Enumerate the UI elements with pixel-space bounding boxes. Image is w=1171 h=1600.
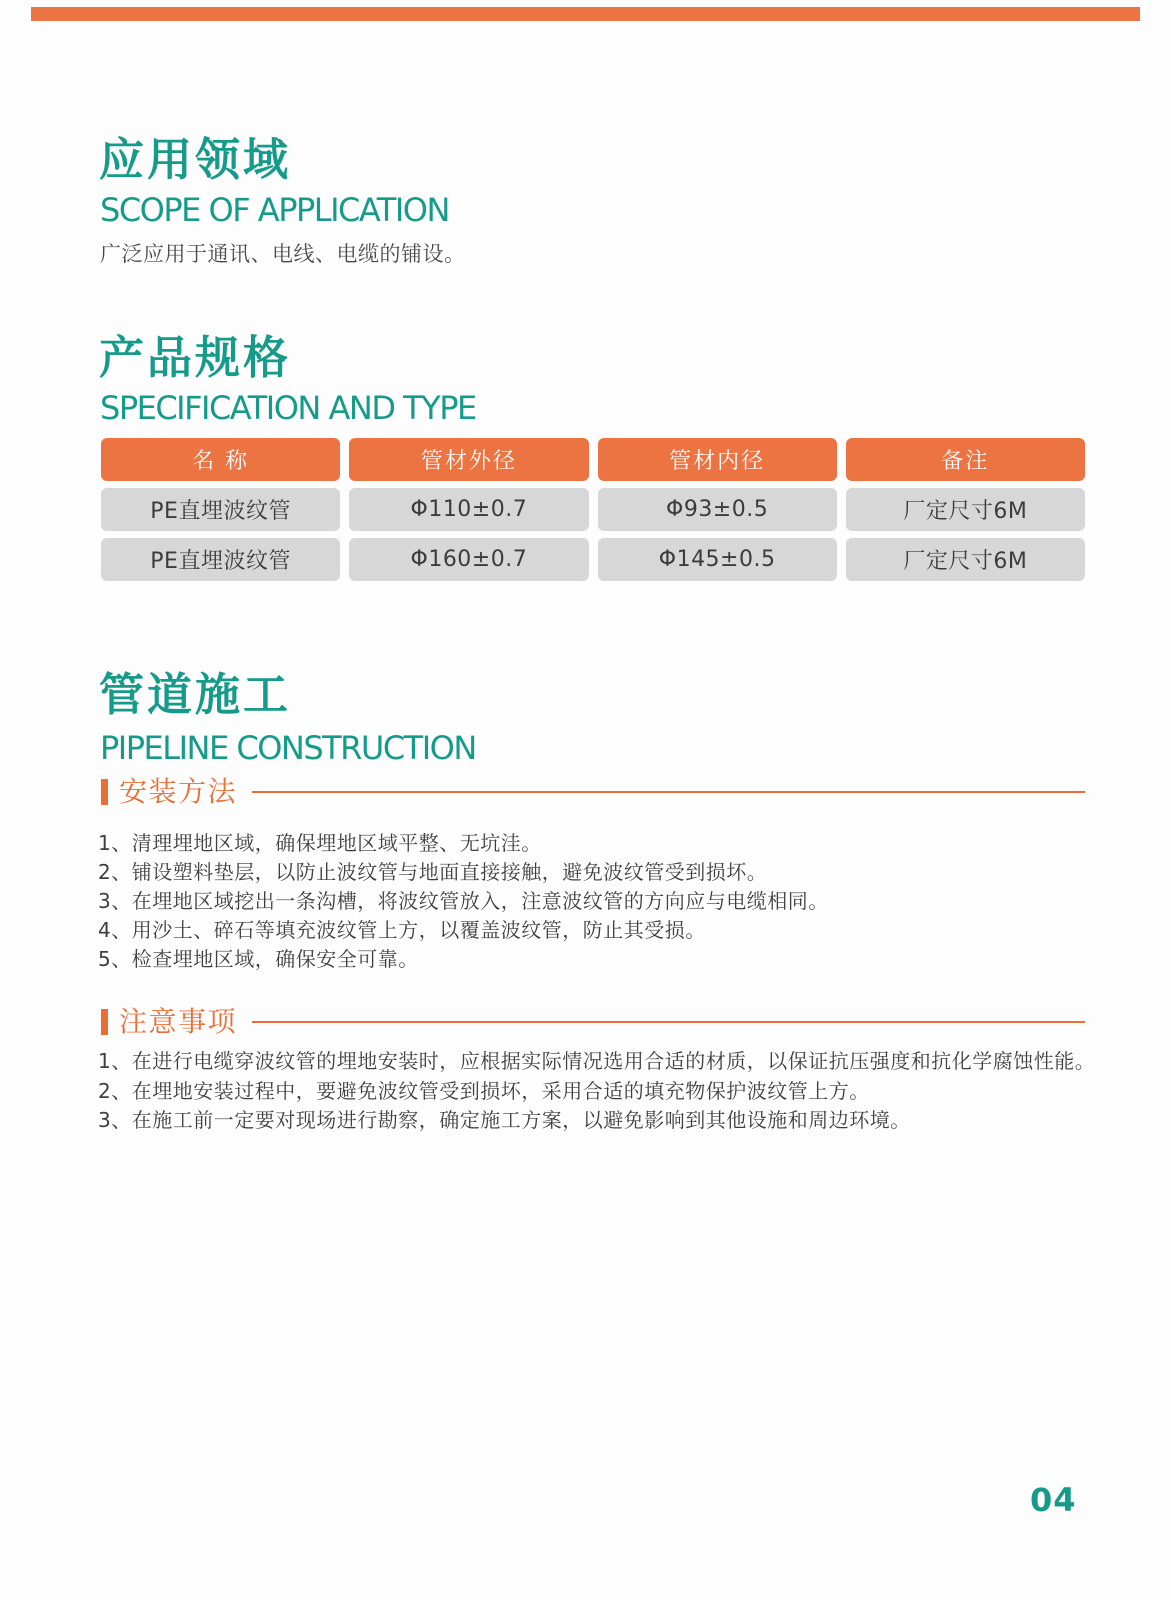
- table-cell-row1-remark: 厂定尺寸6M: [846, 488, 1085, 531]
- install-step: 4、用沙土、碎石等填充波纹管上方，以覆盖波纹管，防止其受损。: [98, 918, 706, 942]
- install-step: 2、铺设塑料垫层，以防止波纹管与地面直接接触，避免波纹管受到损坏。: [98, 860, 768, 884]
- table-header-outer-diameter: 管材外径: [349, 438, 588, 481]
- top-accent-bar: [31, 7, 1140, 21]
- table-cell-row1-inner: Φ93±0.5: [598, 488, 837, 531]
- install-method-header: [101, 775, 1085, 808]
- table-cell-row2-outer: Φ160±0.7: [349, 538, 588, 581]
- precaution-item: 1、在进行电缆穿波纹管的埋地安装时，应根据实际情况选用合适的材质，以保证抗压强度和抗化学腐蚀性能。: [98, 1049, 1096, 1073]
- table-cell-row2-inner: Φ145±0.5: [598, 538, 837, 581]
- table-cell-row1-name: PE直埋波纹管: [101, 488, 340, 531]
- table-cell-row1-outer: Φ110±0.7: [349, 488, 588, 531]
- specification-title-zh: 产品规格: [99, 331, 292, 384]
- precautions-label: 注意事项: [119, 1005, 238, 1038]
- install-method-label: 安装方法: [119, 775, 238, 808]
- specification-title-en: SPECIFICATION AND TYPE: [100, 389, 476, 427]
- table-cell-row2-name: PE直埋波纹管: [101, 538, 340, 581]
- precaution-item: 2、在埋地安装过程中，要避免波纹管受到损坏，采用合适的填充物保护波纹管上方。: [98, 1078, 870, 1103]
- rule-line: [252, 791, 1085, 793]
- specification-table: [101, 438, 1085, 581]
- application-body: 广泛应用于通讯、电线、电缆的铺设。: [100, 242, 466, 266]
- orange-tick-bar: [101, 779, 108, 805]
- install-step: 5、检查埋地区域，确保安全可靠。: [98, 947, 419, 971]
- table-header-name: 名 称: [101, 438, 340, 481]
- precautions-header: [101, 1005, 1085, 1038]
- table-header-inner-diameter: 管材内径: [598, 438, 837, 481]
- install-steps-list: [98, 829, 829, 974]
- application-title-en: SCOPE OF APPLICATION: [100, 191, 449, 229]
- construction-title-zh: 管道施工: [99, 668, 292, 721]
- precaution-item: 3、在施工前一定要对现场进行勘察，确定施工方案，以避免影响到其他设施和周边环境。: [98, 1108, 911, 1132]
- application-title-zh: 应用领域: [99, 133, 292, 186]
- construction-title-en: PIPELINE CONSTRUCTION: [100, 729, 476, 767]
- install-step: 1、清理埋地区域，确保埋地区域平整、无坑洼。: [98, 831, 542, 855]
- precautions-list: [98, 1047, 1095, 1136]
- table-cell-row2-remark: 厂定尺寸6M: [846, 538, 1085, 581]
- table-header-remark: 备注: [846, 438, 1085, 481]
- rule-line: [252, 1021, 1085, 1023]
- page-number: 04: [1030, 1481, 1077, 1519]
- install-step: 3、在埋地区域挖出一条沟槽，将波纹管放入，注意波纹管的方向应与电缆相同。: [98, 889, 829, 913]
- orange-tick-bar: [101, 1009, 108, 1035]
